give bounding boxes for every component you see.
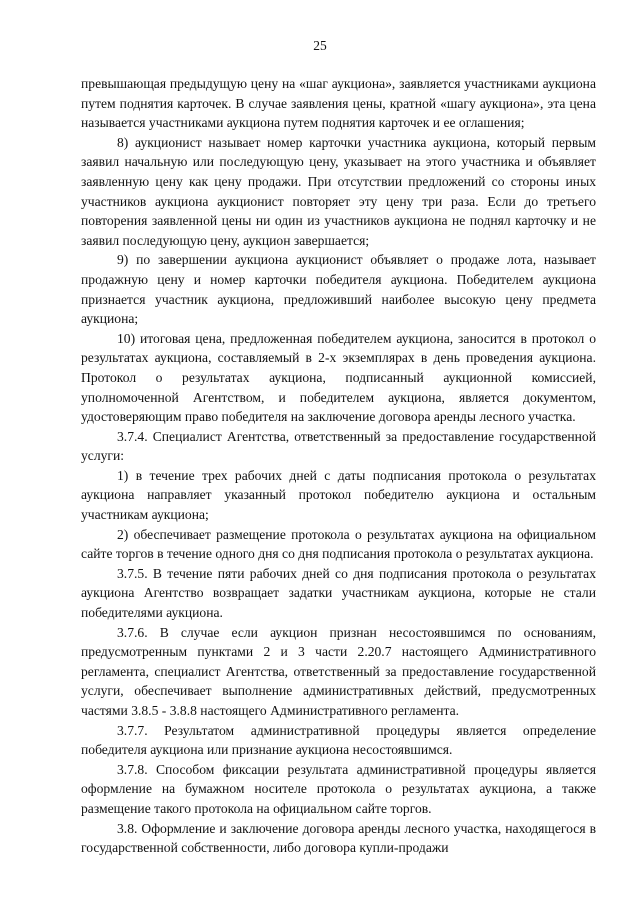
paragraph-3-7-4: 3.7.4. Специалист Агентства, ответственный за предоставление государственной услуги: (81, 428, 596, 464)
paragraph-3-7-8: 3.7.8. Способом фиксации результата административной процедуры является оформление на бумажном носителе протокола о результатах аукциона, а также размещение такого протокола на официальном сайте торгов. (81, 761, 596, 816)
paragraph-item-8: 8) аукционист называет номер карточки участника аукциона, который первым заявил начальную или последующую цену, указывает на этого участника и объявляет заявленную цену как цену продажи. При отсутствии предложений со стороны иных участников аукциона аукционист повторяет эту цену три раза. Если до третьего повторения заявленной цены ни один из участников аукциона не поднял карточку и не заявил последующую цену, аукцион завершается; (81, 134, 596, 248)
paragraph-3-7-7: 3.7.7. Результатом административной процедуры является определение победителя аукциона или признание аукциона несостоявшимся. (81, 722, 596, 758)
document-body (81, 74, 596, 858)
paragraph-3-7-5: 3.7.5. В течение пяти рабочих дней со дня подписания протокола о результатах аукциона Агентство возвращает задатки участникам аукциона, которые не стали победителями аукциона. (81, 565, 596, 621)
paragraph-3-7-4-item-2: 2) обеспечивает размещение протокола о результатах аукциона на официальном сайте торгов в течение одного дня со дня подписания протокола о результатах аукциона. (81, 526, 596, 562)
paragraph-3-7-6: 3.7.6. В случае если аукцион признан несостоявшимся по основаниям, предусмотренным пунктами 2 и 3 части 2.20.7 настоящего Административного регламента, специалист Агентства, ответственный за предоставление государственной услуги, обеспечивает выполнение административных действий, предусмотренных частями 3.8.5 - 3.8.8 настоящего Административного регламента. (81, 624, 596, 718)
page-number: 25 (313, 38, 327, 53)
paragraph-3-7-4-item-1: 1) в течение трех рабочих дней с даты подписания протокола о результатах аукциона направляет указанный протокол победителю аукциона и остальным участникам аукциона; (81, 467, 596, 523)
paragraph-3-8: 3.8. Оформление и заключение договора аренды лесного участка, находящегося в государственной собственности, либо договора купли-продажи (81, 820, 596, 856)
paragraph-continuation: превышающая предыдущую цену на «шаг аукциона», заявляется участниками аукциона путем поднятия карточек. В случае заявления цены, кратной «шагу аукциона», эта цена называется участниками аукциона путем поднятия карточек и ее оглашения; (81, 76, 596, 131)
paragraph-item-10: 10) итоговая цена, предложенная победителем аукциона, заносится в протокол о результатах аукциона, составляемый в 2-х экземплярах в день проведения аукциона. Протокол о результатах аукциона, подписанный аукционной комиссией, уполномоченной Агентством, и победителем аукциона, является документом, удостоверяющим право победителя на заключение договора аренды лесного участка. (81, 330, 596, 425)
paragraph-item-9: 9) по завершении аукциона аукционист объявляет о продаже лота, называет продажную цену и номер карточки победителя аукциона. Победителем аукциона признается участник аукциона, предложивший наиболее высокую цену предмета аукциона; (81, 252, 596, 327)
